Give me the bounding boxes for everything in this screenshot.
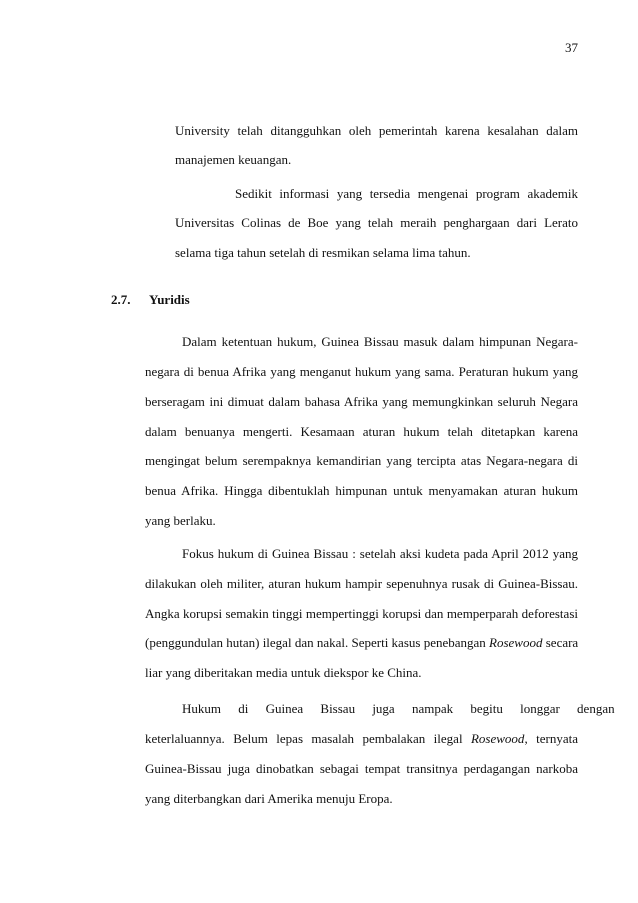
- text-line: Angka korupsi semakin tinggi mempertinggi korupsi dan memperparah deforestasi: [145, 606, 578, 621]
- page-number: 37: [565, 40, 578, 55]
- text-segment: , ternyata: [524, 731, 578, 746]
- text-line: berseragam ini dimuat dalam bahasa Afrika yang memungkinkan seluruh Negara: [145, 394, 578, 409]
- text-line: Universitas Colinas de Boe yang telah meraih penghargaan dari Lerato: [175, 215, 578, 230]
- section-heading: [111, 292, 190, 308]
- text-line: University telah ditangguhkan oleh pemerintah karena kesalahan dalam: [175, 123, 578, 138]
- text-line: mengingat belum serempaknya kemandirian yang tercipta atas Negara-negara di: [145, 453, 578, 468]
- text-line: dalam benuanya mengerti. Kesamaan aturan hukum telah ditetapkan karena: [145, 424, 578, 439]
- text-segment: (penggundulan hutan) ilegal dan nakal. Seperti kasus penebangan: [145, 635, 490, 650]
- text-line: [145, 731, 578, 747]
- text-line: selama tiga tahun setelah di resmikan selama lima tahun.: [175, 245, 471, 260]
- text-line: Guinea-Bissau juga dinobatkan sebagai tempat transitnya perdagangan narkoba: [145, 761, 578, 776]
- text-segment: secara: [542, 635, 579, 650]
- italic-term: Rosewood: [489, 635, 543, 650]
- text-line: Dalam ketentuan hukum, Guinea Bissau masuk dalam himpunan Negara-: [182, 334, 578, 349]
- text-line: dilakukan oleh militer, aturan hukum hampir sepenuhnya rusak di Guinea-Bissau.: [145, 576, 578, 591]
- section-title: Yuridis: [149, 292, 190, 307]
- text-segment: keterlaluannya. Belum lepas masalah pembalakan ilegal: [145, 731, 471, 746]
- text-line: liar yang diberitakan media untuk diekspor ke China.: [145, 665, 422, 680]
- text-line: Sedikit informasi yang tersedia mengenai program akademik: [235, 186, 578, 201]
- italic-term: Rosewood: [470, 731, 525, 746]
- text-line: [145, 635, 578, 651]
- text-line: manajemen keuangan.: [175, 152, 292, 167]
- text-line: Fokus hukum di Guinea Bissau : setelah aksi kudeta pada April 2012 yang: [182, 546, 578, 561]
- text-line: negara di benua Afrika yang menganut hukum yang sama. Peraturan hukum yang: [145, 364, 578, 379]
- text-line: Hukum di Guinea Bissau juga nampak begitu longgar dengan: [182, 701, 615, 716]
- text-line: yang berlaku.: [145, 513, 216, 528]
- text-line: yang diterbangkan dari Amerika menuju Eropa.: [145, 791, 393, 806]
- section-number: 2.7.: [111, 292, 131, 307]
- text-line: benua Afrika. Hingga dibentuklah himpunan untuk menyamakan aturan hukum: [145, 483, 578, 498]
